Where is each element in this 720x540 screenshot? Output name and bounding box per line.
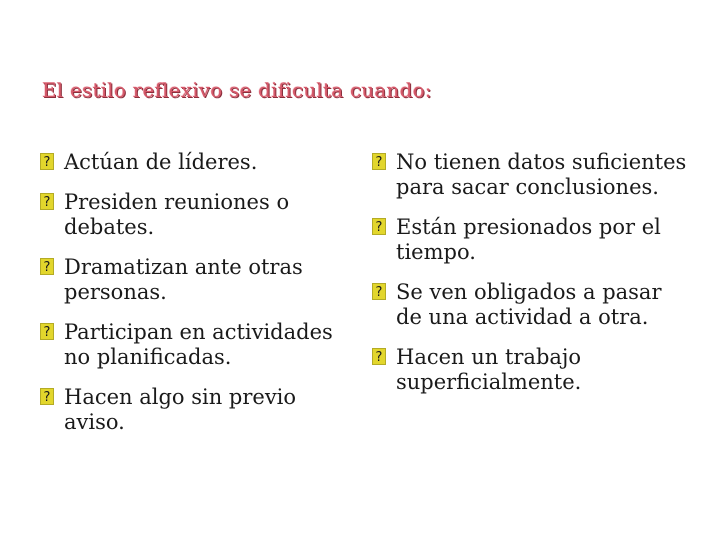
bullet-text: Hacen un trabajo superficialmente. (396, 345, 582, 394)
bullet-item (372, 345, 692, 395)
bullet-item (40, 320, 360, 370)
bullet-text: Están presionados por el tiempo. (396, 215, 661, 264)
missing-glyph-icon: ? (372, 283, 386, 300)
bullet-text: Actúan de líderes. (64, 150, 258, 174)
missing-glyph-icon: ? (372, 348, 386, 365)
missing-glyph-icon: ? (372, 218, 386, 235)
bullet-item (372, 280, 692, 330)
bullet-item (40, 150, 360, 175)
bullet-item (372, 215, 692, 265)
bullet-text: No tienen datos suficientes para sacar conclusiones. (396, 150, 687, 199)
missing-glyph-icon: ? (40, 388, 54, 405)
slide-title: El estilo reflexivo se dificulta cuando: (42, 78, 432, 102)
missing-glyph-icon: ? (40, 193, 54, 210)
bullet-text: Se ven obligados a pasar de una actividad a otra. (396, 280, 662, 329)
left-bullet-list (40, 150, 360, 450)
missing-glyph-icon: ? (40, 153, 54, 170)
missing-glyph-icon: ? (40, 258, 54, 275)
right-bullet-list (372, 150, 692, 410)
bullet-text: Participan en actividades no planificadas. (64, 320, 333, 369)
bullet-text: Presiden reuniones o debates. (64, 190, 290, 239)
bullet-item (40, 190, 360, 240)
missing-glyph-icon: ? (372, 153, 386, 170)
missing-glyph-icon: ? (40, 323, 54, 340)
bullet-item (40, 385, 360, 435)
bullet-text: Dramatizan ante otras personas. (64, 255, 303, 304)
bullet-item (372, 150, 692, 200)
bullet-text: Hacen algo sin previo aviso. (64, 385, 297, 434)
bullet-item (40, 255, 360, 305)
